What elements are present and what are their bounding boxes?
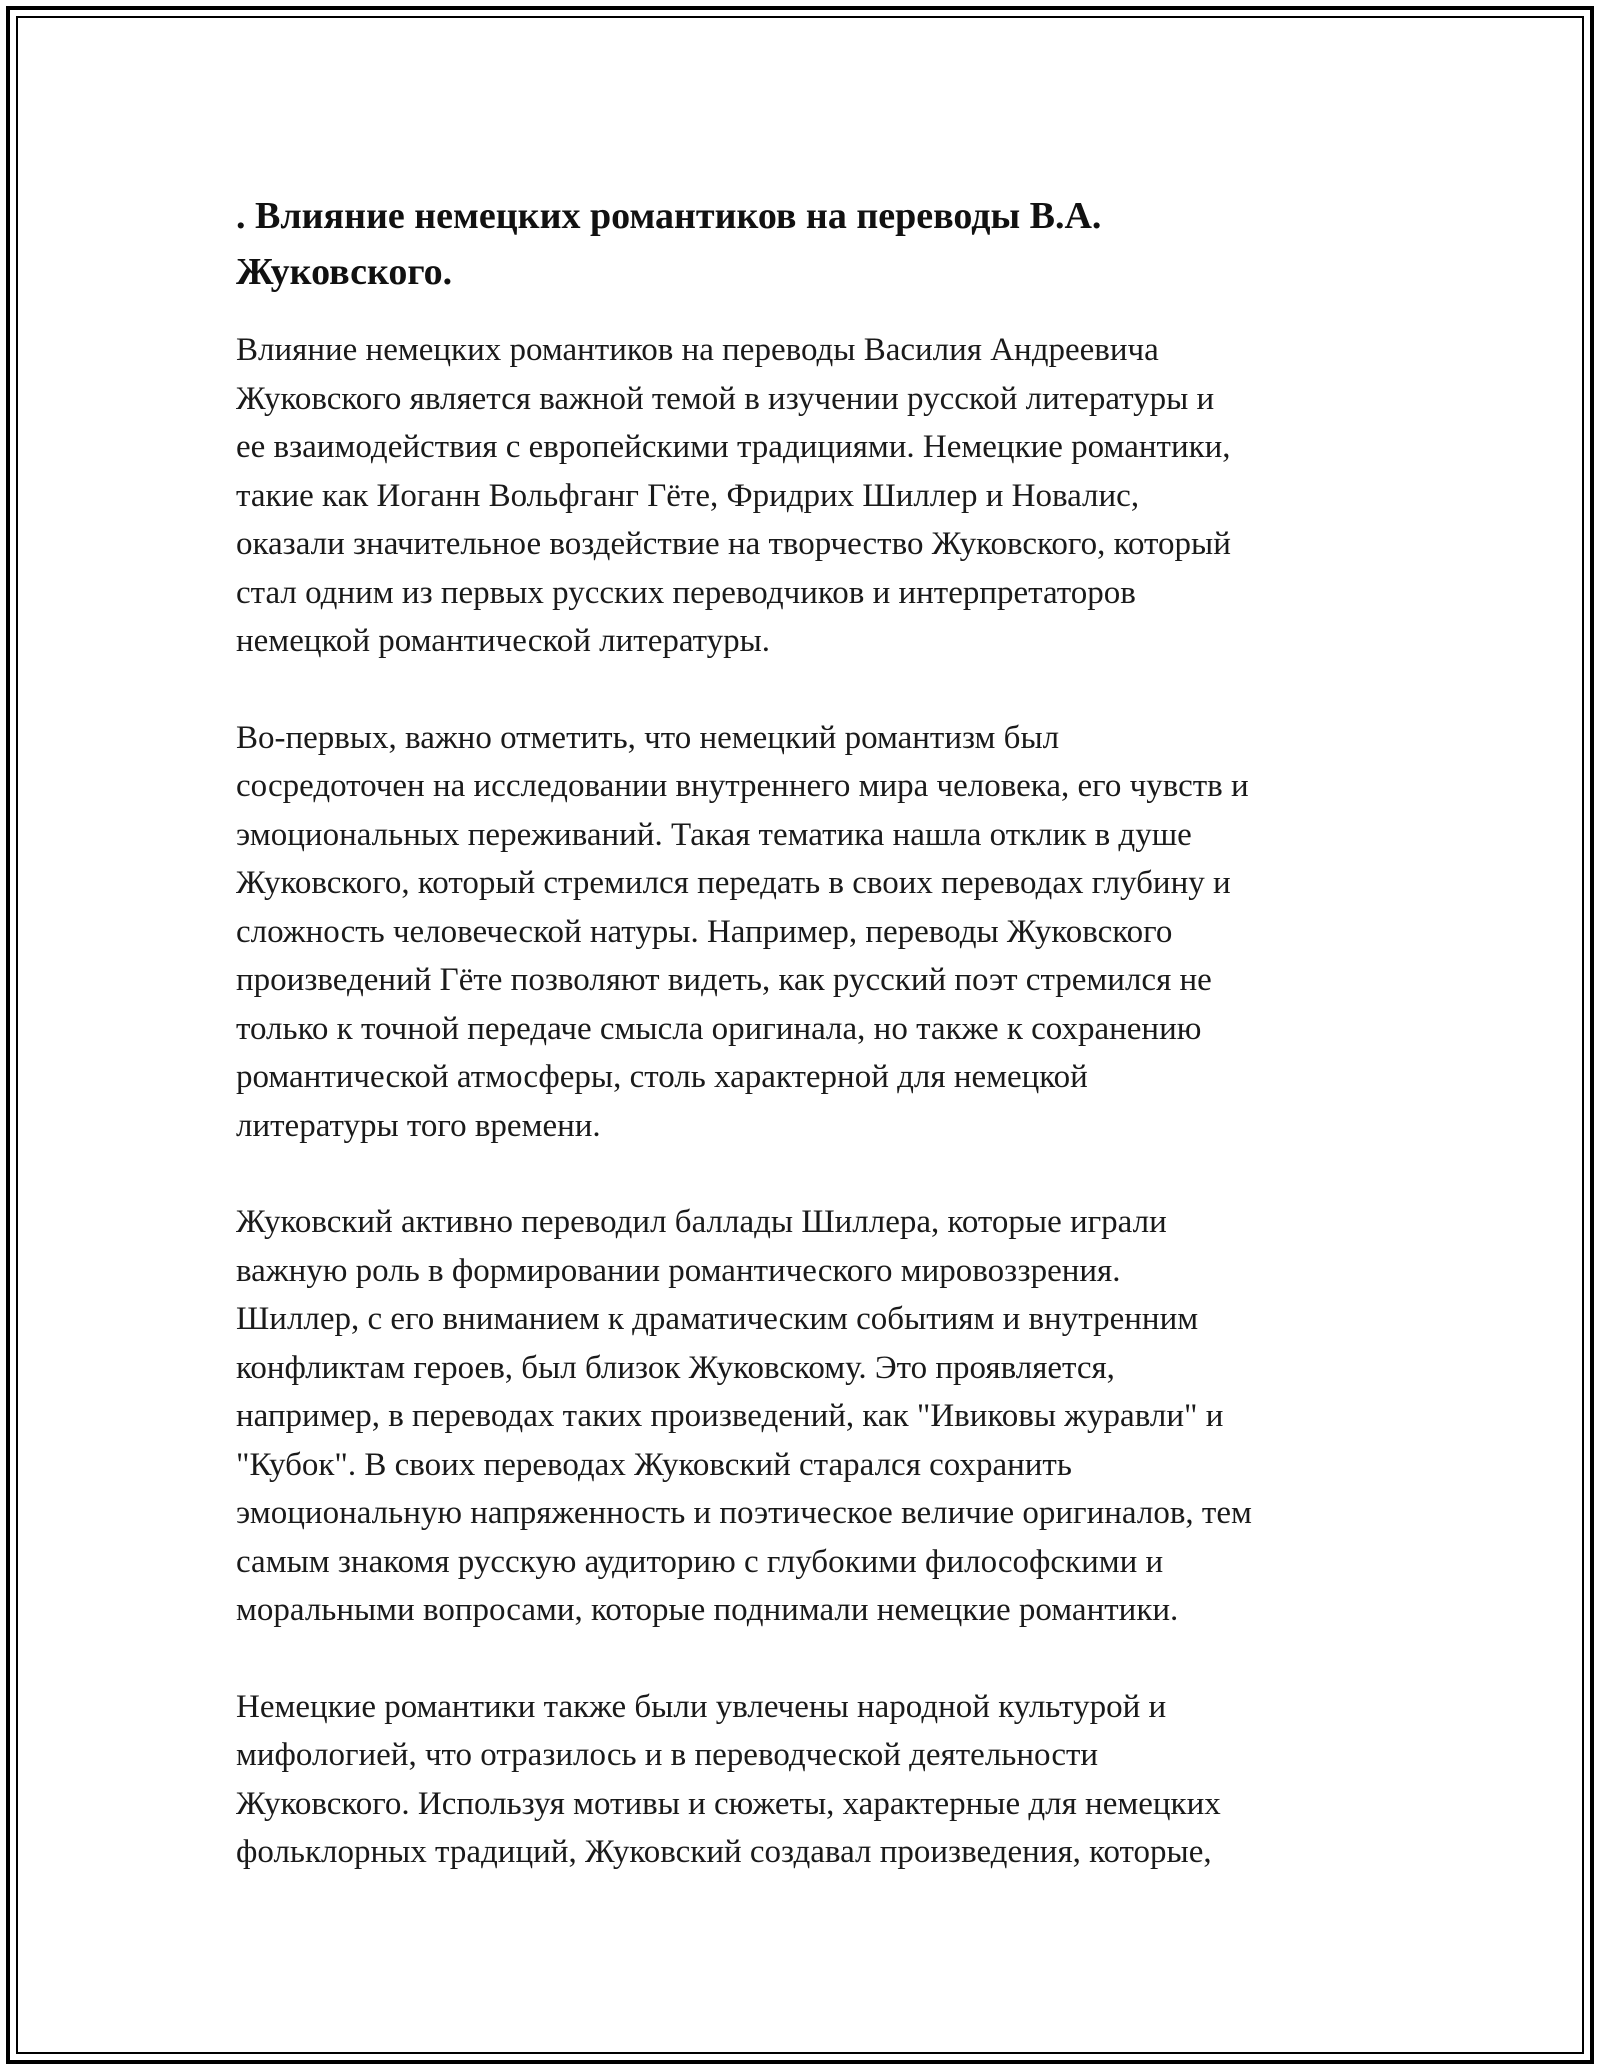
text-line: Жуковского является важной темой в изучении русской литературы и: [236, 380, 1215, 417]
text-line: "Кубок". В своих переводах Жуковский старался сохранить: [236, 1446, 1072, 1483]
text-line: стал одним из первых русских переводчиков и интерпретаторов: [236, 574, 1136, 611]
text-line: оказали значительное воздействие на творчество Жуковского, который: [236, 526, 1231, 562]
text-line: самым знакомя русскую аудиторию с глубокими философскими и: [236, 1543, 1164, 1580]
document-body: [236, 188, 1376, 1925]
text-line: немецкой романтической литературы.: [236, 623, 771, 659]
text-line: например, в переводах таких произведений, как "Ивиковы журавли" и: [236, 1398, 1224, 1434]
paragraph: [236, 326, 1376, 666]
text-line: Влияние немецких романтиков на переводы Василия Андреевича: [236, 332, 1159, 368]
text-line: сложность человеческой натуры. Например, переводы Жуковского: [236, 913, 1173, 950]
text-line: литературы того времени.: [236, 1107, 601, 1144]
text-line: Жуковского, который стремился передать в своих переводах глубину и: [236, 865, 1231, 901]
page-title: [236, 188, 1376, 300]
text-line: романтической атмосферы, столь характерной для немецкой: [236, 1059, 1088, 1095]
text-line: сосредоточен на исследовании внутреннего мира человека, его чувств и: [236, 768, 1249, 804]
text-line: фольклорных традиций, Жуковский создавал произведения, которые,: [236, 1834, 1212, 1870]
text-line: Шиллер, с его вниманием к драматическим событиям и внутренним: [236, 1301, 1199, 1337]
text-line: Во-первых, важно отметить, что немецкий романтизм был: [236, 719, 1060, 756]
title-line: Жуковского.: [236, 251, 453, 293]
title-line: . Влияние немецких романтиков на переводы В.А.: [236, 195, 1102, 237]
text-line: произведений Гёте позволяют видеть, как русский поэт стремился не: [236, 962, 1212, 998]
text-line: эмоциональную напряженность и поэтическое величие оригиналов, тем: [236, 1495, 1252, 1531]
paragraph: [236, 714, 1376, 1151]
text-line: моральными вопросами, которые поднимали немецкие романтики.: [236, 1592, 1179, 1628]
paragraph: [236, 1683, 1376, 1877]
text-line: конфликтам героев, был близок Жуковскому. Это проявляется,: [236, 1349, 1115, 1386]
text-line: такие как Иоганн Вольфганг Гёте, Фридрих Шиллер и Новалис,: [236, 477, 1140, 514]
text-line: ее взаимодействия с европейскими традициями. Немецкие романтики,: [236, 429, 1231, 465]
text-line: мифологией, что отразилось и в переводческой деятельности: [236, 1737, 1099, 1773]
text-line: эмоциональных переживаний. Такая тематика нашла отклик в душе: [236, 816, 1192, 853]
text-line: Немецкие романтики также были увлечены народной культурой и: [236, 1688, 1167, 1725]
paragraph: [236, 1198, 1376, 1635]
text-line: Жуковского. Используя мотивы и сюжеты, характерные для немецких: [236, 1785, 1221, 1822]
text-line: только к точной передаче смысла оригинала, но также к сохранению: [236, 1010, 1202, 1047]
text-line: важную роль в формировании романтического мировоззрения.: [236, 1252, 1121, 1289]
text-line: Жуковский активно переводил баллады Шиллера, которые играли: [236, 1204, 1167, 1240]
